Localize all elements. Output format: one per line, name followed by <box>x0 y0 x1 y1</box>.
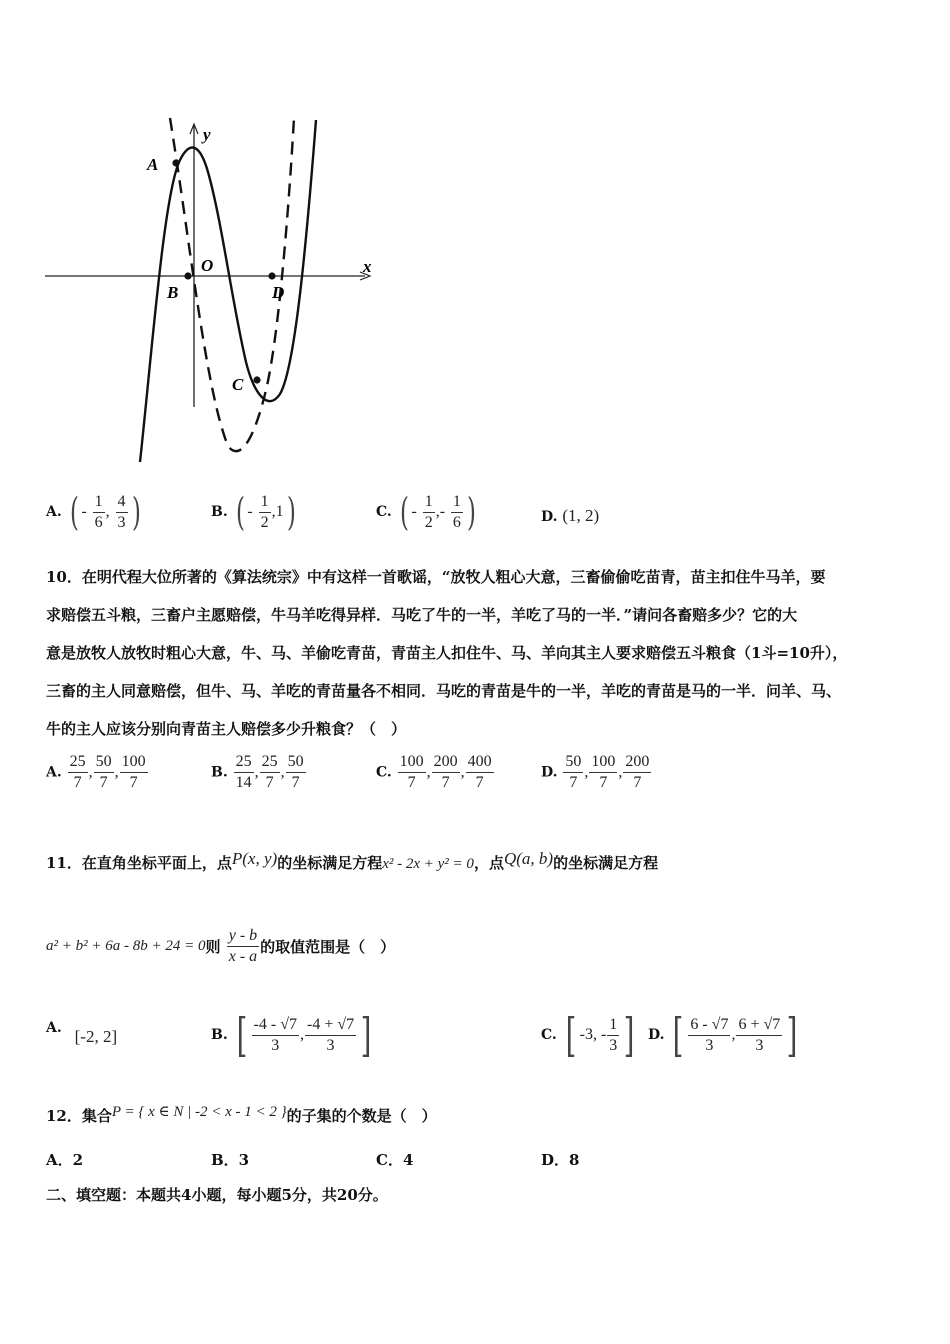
q11-option-b[interactable]: B. [ $\frac{-4 - √7}{3}$ , $\frac{-4 + √7}{3}$ ] <box>211 1008 372 1062</box>
q10-option-a[interactable]: A. $\frac{25}{7}$ , $\frac{50}{7}$ , $\frac{100}{7}$ <box>46 753 146 791</box>
q10-line-3: 意是放牧人放牧时粗心大意，牛、马、羊偷吃青苗，青苗主人扣住牛、马、羊向其主人要求赔偿五斗粮食（1斗=10升）， <box>46 644 848 662</box>
label-x: x <box>363 257 372 276</box>
q11-line-1: 11．在直角坐标平面上，点P(x, y)的坐标满足方程x² - 2x + y² = 0，点Q(a, b)的坐标满足方程 <box>46 849 659 872</box>
point-a-dot <box>172 159 179 166</box>
q9-option-a[interactable]: A. ( - $\frac{1}{6}$ , $\frac{4}{3}$ ) <box>46 490 141 534</box>
q10-option-c[interactable]: C. $\frac{100}{7}$ , $\frac{200}{7}$ , $\frac{400}{7}$ <box>376 753 492 791</box>
label-b: B <box>167 283 179 302</box>
q9-options <box>46 486 926 536</box>
q9-option-c[interactable]: C. ( - $\frac{1}{2}$ ,- $\frac{1}{6}$ ) <box>376 490 476 534</box>
q10-line-2: 求赔偿五斗粮，三畜户主愿赔偿，牛马羊吃得异样．马吃了牛的一半，羊吃了马的一半．”请问各畜赔多少？它的大 <box>46 606 798 624</box>
point-c-dot <box>253 376 260 383</box>
q10-option-d[interactable]: D. $\frac{50}{7}$ , $\frac{100}{7}$ , $\frac{200}{7}$ <box>541 753 650 791</box>
q11-option-c[interactable]: C. [ -3, - $\frac{1}{3}$ ] <box>541 1008 635 1062</box>
q10-option-b[interactable]: B. $\frac{25}{14}$ , $\frac{25}{7}$ , $\frac{50}{7}$ <box>211 753 304 791</box>
label-d: D <box>272 283 285 302</box>
section-2-heading: 二、填空题：本题共4小题，每小题5分，共20分。 <box>46 1186 388 1204</box>
q12-question: 12．集合P = { x ∈ N | -2 < x - 1 < 2 }的子集的个数是（ ） <box>46 1104 437 1125</box>
label-y: y <box>203 125 211 144</box>
label-o: O <box>201 256 214 275</box>
label-a: A <box>147 155 159 174</box>
q10-line-1: 10．在明代程大位所著的《算法统宗》中有这样一首歌谣，“放牧人粗心大意，三畜偷偷吃苗青，苗主扣住牛马羊，要 <box>46 568 826 586</box>
point-b-dot <box>184 272 191 279</box>
q11-option-a[interactable]: A. [-2, 2] <box>46 1020 118 1046</box>
q12-option-d[interactable]: D．8 <box>541 1151 580 1169</box>
q9-option-b[interactable]: B. ( - $\frac{1}{2}$ ,1) <box>211 490 296 534</box>
q11-line-2: a² + b² + 6a - 8b + 24 = 0则 $\frac{y - b}{x - a}$ 的取值范围是（ ） <box>46 927 396 965</box>
q12-option-b[interactable]: B．3 <box>211 1151 250 1169</box>
q10-options <box>46 752 926 802</box>
q10-line-5: 牛的主人应该分别向青苗主人赔偿多少升粮食？（ ） <box>46 720 407 738</box>
q12-option-a[interactable]: A．2 <box>46 1151 84 1169</box>
q11-option-d[interactable]: D. [ $\frac{6 - √7}{3}$ , $\frac{6 + √7}{3}$ ] <box>648 1008 798 1062</box>
q12-option-c[interactable]: C．4 <box>376 1151 414 1169</box>
function-graph <box>40 112 390 467</box>
q9-option-d[interactable]: D. (1, 2) <box>541 506 600 525</box>
point-d-dot <box>268 272 275 279</box>
q10-line-4: 三畜的主人同意赔偿，但牛、马、羊吃的青苗量各不相同．马吃的青苗是牛的一半，羊吃的青苗是马的一半．问羊、马、 <box>46 682 842 700</box>
q11-options <box>46 1008 926 1068</box>
label-c: C <box>232 375 244 394</box>
